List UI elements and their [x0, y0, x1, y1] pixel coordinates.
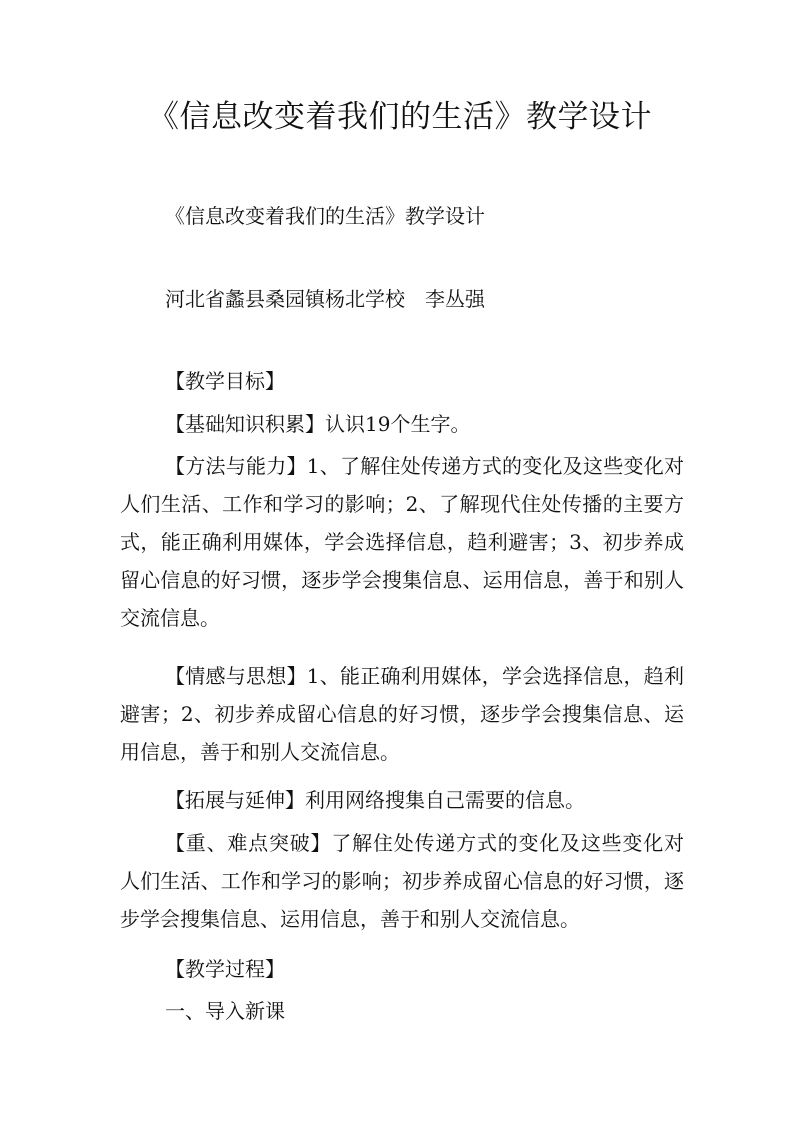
objectives-heading: 【教学目标】	[165, 369, 285, 393]
author-line: 河北省蠡县桑园镇杨北学校 李丛强	[165, 287, 485, 311]
document-title: 《信息改变着我们的生活》教学设计	[148, 99, 652, 135]
methods-ability-paragraph: 【方法与能力】1、了解住处传递方式的变化及这些变化对人们生活、工作和学习的影响；2、了解现代住处传播的主要方式，能正确利用媒体，学会选择信息，趋利避害；3、初步养成留心信息的好习惯，逐步学会搜集信息、运用信息，善于和别人交流信息。	[120, 454, 684, 630]
process-heading: 【教学过程】	[165, 957, 285, 981]
extension-paragraph: 【拓展与延伸】利用网络搜集自己需要的信息。	[165, 788, 585, 812]
key-points-paragraph: 【重、难点突破】了解住处传递方式的变化及这些变化对人们生活、工作和学习的影响；初步养成留心信息的好习惯，逐步学会搜集信息、运用信息，善于和别人交流信息。	[120, 831, 684, 931]
step-one-heading: 一、导入新课	[165, 999, 285, 1023]
emotion-thought-paragraph: 【情感与思想】1、能正确利用媒体，学会选择信息，趋利避害；2、初步养成留心信息的好习惯，逐步学会搜集信息、运用信息，善于和别人交流信息。	[120, 664, 684, 764]
basic-knowledge-paragraph: 【基础知识积累】认识19个生字。	[165, 412, 471, 436]
document-subtitle: 《信息改变着我们的生活》教学设计	[165, 204, 485, 228]
